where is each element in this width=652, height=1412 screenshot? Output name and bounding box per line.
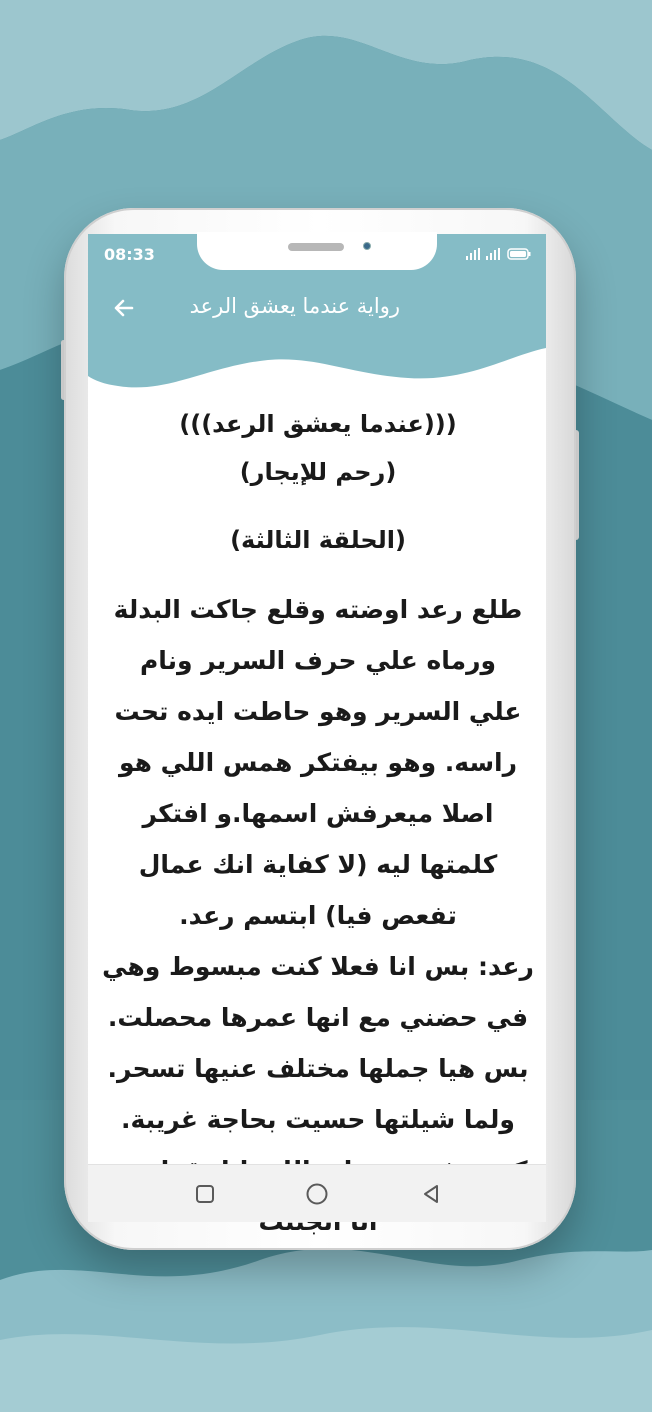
system-back-button[interactable]: [416, 1179, 446, 1209]
story-title: (((عندما يعشق الرعد))): [179, 410, 457, 438]
app-bar: [88, 274, 546, 344]
story-paragraph: رعد: بس انا فعلا كنت مبسوط وهي في حضني مع انها عمرها محصلت. بس هيا جملها مختلف عنيها تسحر. ولما شيلتها حسيت بحاجة غريبة.: [102, 952, 534, 1134]
story-episode: (الحلقة الثالثة): [230, 526, 406, 554]
triangle-back-icon: [420, 1183, 442, 1205]
circle-icon: [305, 1182, 329, 1206]
arrow-back-icon: [112, 296, 136, 320]
app-bar-wave: [88, 342, 546, 394]
signal-battery-icon: [466, 247, 532, 261]
story-subtitle: (رحم للإيجار): [239, 458, 397, 486]
phone-screen: [88, 234, 546, 1222]
phone-speaker: [288, 243, 344, 251]
front-camera: [363, 242, 371, 250]
back-button[interactable]: [106, 290, 142, 326]
phone-notch: [197, 232, 437, 270]
story-content[interactable]: [98, 396, 538, 1164]
square-icon: [194, 1183, 216, 1205]
home-button[interactable]: [302, 1179, 332, 1209]
status-time: 08:33: [104, 245, 155, 264]
status-icons: [466, 246, 532, 265]
story-paragraph: طلع رعد اوضته وقلع جاكت البدلة ورماه علي حرف السرير ونام علي السرير وهو حاطت ايده تحت راسه. وهو بيفتكر همس اللي هو اصلا ميعرفش اسمها.و افتكر كلمتها ليه (لا كفاية انك عمال تفعص فيا) ابتسم رعد.: [113, 595, 523, 930]
recent-apps-button[interactable]: [190, 1179, 220, 1209]
page-title: رواية عندما يعشق الرعد: [189, 294, 400, 318]
navigation-bar: [88, 1164, 546, 1222]
